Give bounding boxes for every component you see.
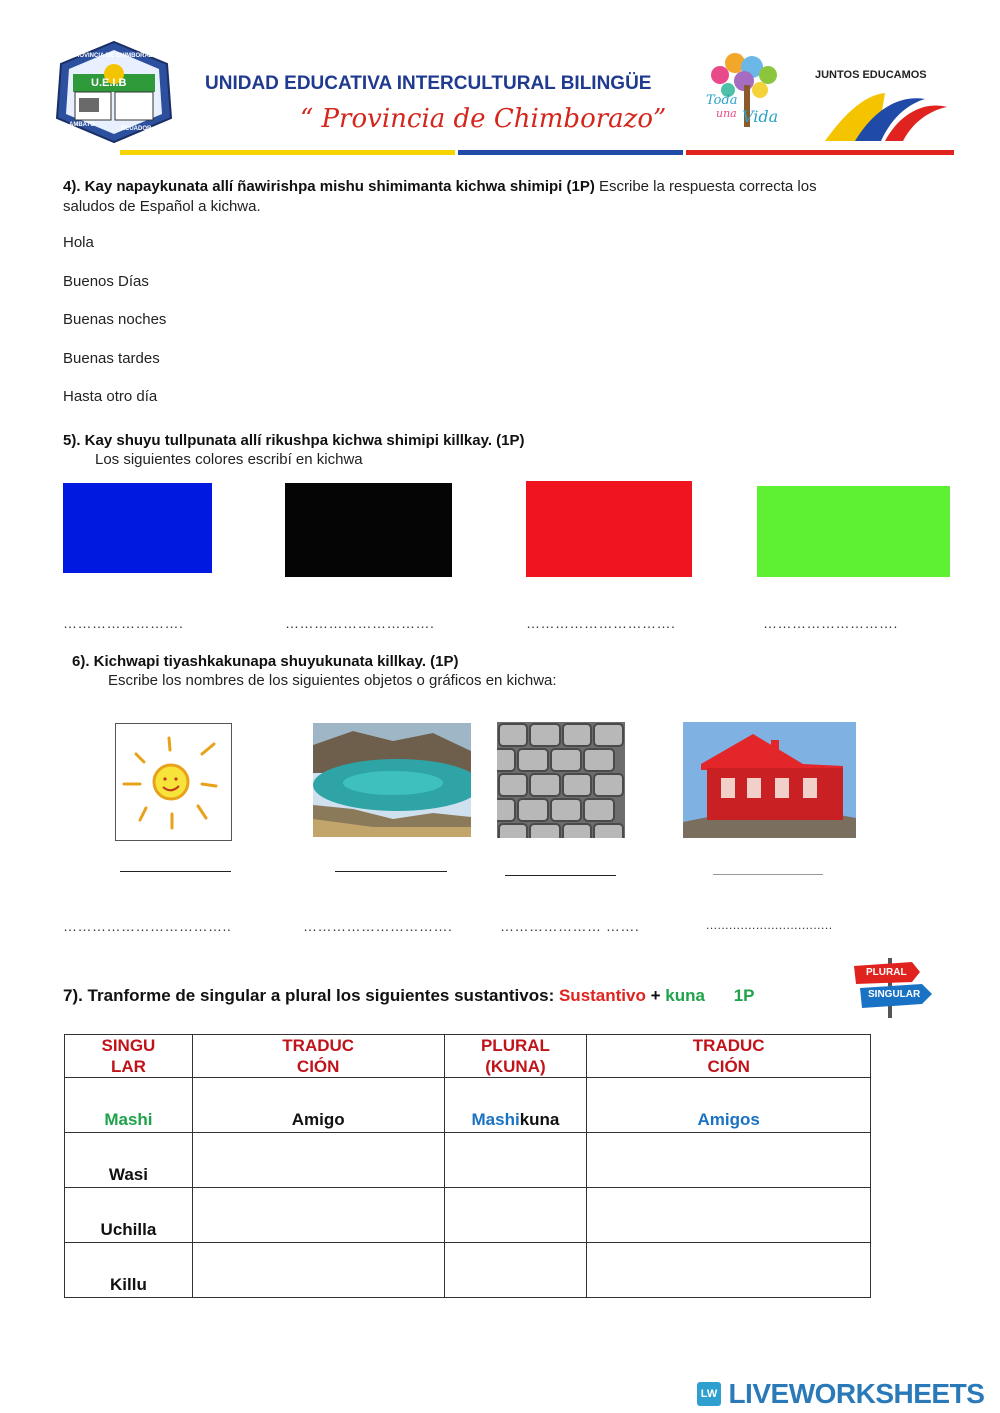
red-house-image [683,722,856,838]
logo-left-text: U.E.I.B [91,77,127,89]
table-row [65,1243,871,1298]
tree-logo [700,45,790,135]
school-name: UNIDAD EDUCATIVA INTERCULTURAL BILINGÜE [205,73,652,94]
answer-cell[interactable] [587,1243,871,1298]
q5-answer-line-4[interactable]: ………………………. [763,615,898,631]
greeting-3: Buenas noches [63,311,167,328]
sun-image [115,723,232,841]
q6-answer-line-2[interactable]: …………………………. [303,918,453,934]
q7-title-text: 7). Tranforme de singular a plural los siguientes sustantivos: [63,986,555,1005]
sign-top-text: PLURAL [866,967,907,978]
header-singular: SINGU LAR [65,1035,193,1078]
logo-left-bottom-left: AMBATO [69,122,95,128]
example-plural-translation: Amigos [587,1078,871,1133]
q4-instruction-2: saludos de Español a kichwa. [63,198,261,215]
q4-instruction-1: Escribe la respuesta correcta los [599,178,817,195]
q5-answer-line-1[interactable]: ……………………. [63,615,184,631]
table-row [65,1188,871,1243]
q6-answer-line-3[interactable]: ………………… ……. [500,918,640,934]
q7-title [63,986,755,1006]
q6-image-line-4 [713,874,823,875]
logo-left-ring: PROVINCIA DE CHIMBORAZO [71,53,158,59]
table-row [65,1133,871,1188]
q6-title: 6). Kichwapi tiyashkakunapa shuyukunata killkay. (1P) [72,653,459,670]
header-plural-translation: TRADUC CIÓN [587,1035,871,1078]
answer-cell[interactable] [444,1243,587,1298]
greeting-4: Buenas tardes [63,350,160,367]
answer-cell[interactable] [587,1133,871,1188]
juntos-educamos-logo [810,65,955,145]
example-translation: Amigo [192,1078,444,1133]
tree-logo-text-3: Vida [742,107,779,126]
table-header-row [65,1035,871,1078]
stripe-red [686,150,954,155]
example-singular: Mashi [65,1078,193,1133]
q5-title: 5). Kay shuyu tullpunata allí rikushpa kichwa shimipi killkay. (1P) [63,432,525,449]
tree-logo-text-2: una [716,107,737,120]
juntos-educamos-text: JUNTOS EDUCAMOS [815,69,927,81]
greeting-2: Buenos Días [63,273,149,290]
answer-cell[interactable] [444,1133,587,1188]
greeting-5: Hasta otro día [63,388,158,405]
q4-title [63,177,943,217]
stripe-yellow [120,150,455,155]
sign-bottom-text: SINGULAR [868,989,921,1000]
row-singular-killu: Killu [65,1243,193,1298]
stone-wall-image [497,722,625,838]
q6-image-line-2 [335,871,447,872]
q5-answer-line-2[interactable]: …………………………. [285,615,435,631]
example-plural: Mashikuna [444,1078,587,1133]
answer-cell[interactable] [587,1188,871,1243]
q7-formula-suffix: kuna [665,986,705,1005]
color-swatch-blue [63,483,212,573]
answer-cell[interactable] [192,1243,444,1298]
color-swatch-green [757,486,950,577]
q5-instruction: Los siguientes colores escribí en kichwa [95,451,363,468]
greeting-1: Hola [63,234,94,251]
color-swatch-black [285,483,452,577]
q6-answer-line-4[interactable]: ................................. [706,918,833,932]
q6-image-line-1 [120,871,231,872]
tree-logo-text-1: Toda [706,93,738,108]
q7-points: 1P [733,986,755,1005]
answer-cell[interactable] [444,1188,587,1243]
liveworksheets-logo[interactable] [697,1378,984,1408]
liveworksheets-brand: LIVEWORKSHEETS [728,1378,985,1409]
table-row [65,1078,871,1133]
answer-cell[interactable] [192,1133,444,1188]
liveworksheets-icon: LW [697,1382,721,1406]
q7-formula-noun: Sustantivo [558,986,646,1005]
plural-singular-sign [850,958,935,1018]
school-logo [55,40,173,144]
answer-cell[interactable] [192,1188,444,1243]
q7-formula-plus: + [650,986,661,1005]
row-singular-uchilla: Uchilla [65,1188,193,1243]
lake-image [313,723,471,837]
plural-table [64,1034,871,1298]
q6-answer-line-1[interactable]: …………………………….. [63,918,232,934]
row-singular-wasi: Wasi [65,1133,193,1188]
header-plural: PLURAL (KUNA) [444,1035,587,1078]
logo-left-bottom-right: ECUADOR [121,126,152,132]
school-subtitle: “ Provincia de Chimborazo” [300,104,667,134]
q4-title-text: 4). Kay napaykunata allí ñawirishpa mishu shimimanta kichwa shimipi (1P) [63,178,595,195]
q6-instruction: Escribe los nombres de los siguientes objetos o gráficos en kichwa: [108,672,557,689]
color-swatch-red [526,481,692,577]
q5-answer-line-3[interactable]: …………………………. [526,615,676,631]
header-translation: TRADUC CIÓN [192,1035,444,1078]
stripe-blue [458,150,683,155]
q6-image-line-3 [505,875,616,876]
